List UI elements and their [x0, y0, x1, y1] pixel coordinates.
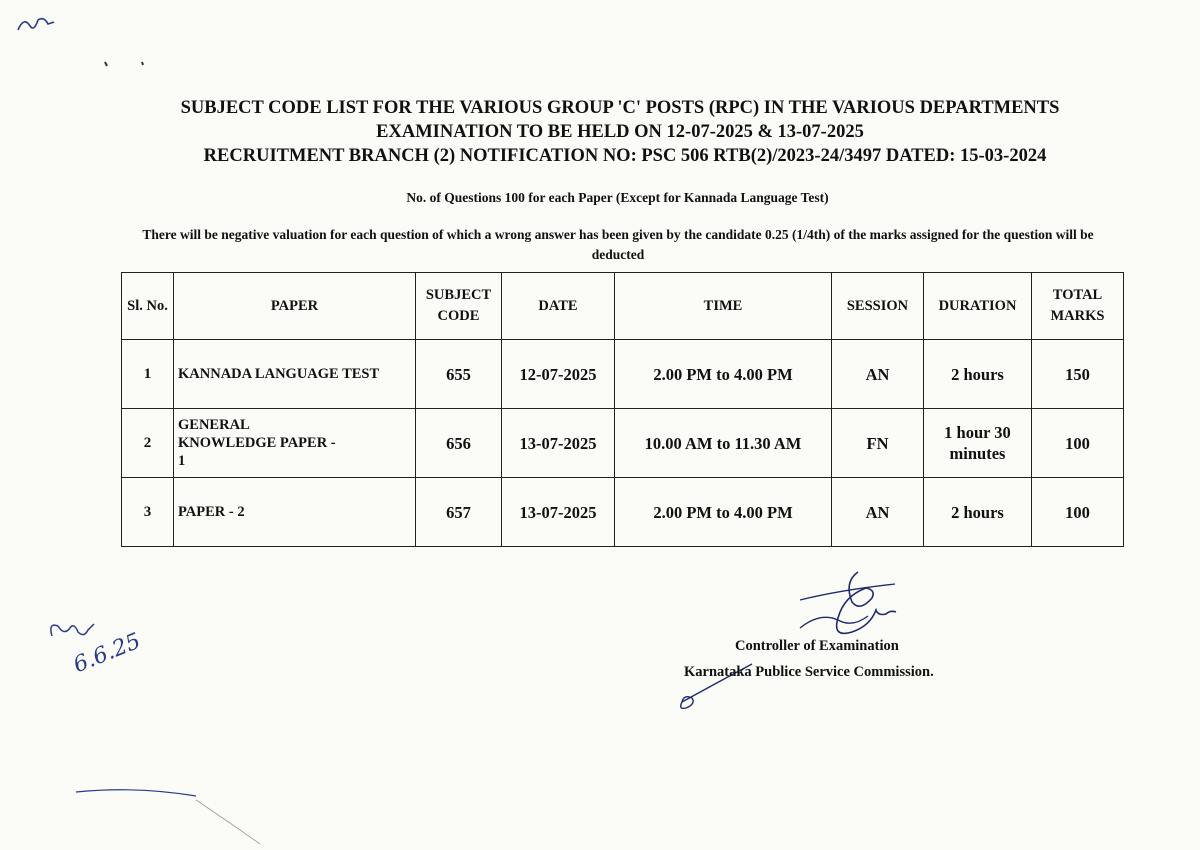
cell-duration: 2 hours [924, 478, 1032, 547]
cell-time: 2.00 PM to 4.00 PM [615, 478, 832, 547]
cell-session: AN [832, 478, 924, 547]
cell-code: 657 [416, 478, 502, 547]
cell-paper: PAPER - 2 [174, 478, 416, 547]
header-session: SESSION [832, 273, 924, 340]
cell-paper: GENERAL KNOWLEDGE PAPER - 1 [174, 409, 416, 478]
header-total-marks: TOTAL MARKS [1032, 273, 1124, 340]
cell-time: 2.00 PM to 4.00 PM [615, 340, 832, 409]
signatory-title: Controller of Examination [735, 638, 899, 654]
cell-time: 10.00 AM to 11.30 AM [615, 409, 832, 478]
cell-sl: 1 [122, 340, 174, 409]
signatory-organization: Karnataka Publice Service Commission. [684, 664, 934, 680]
cell-paper: KANNADA LANGUAGE TEST [174, 340, 416, 409]
cell-session: FN [832, 409, 924, 478]
header-line-1: SUBJECT CODE LIST FOR THE VARIOUS GROUP 'C' POSTS (RPC) IN THE VARIOUS DEPARTMENTS [180, 98, 1060, 118]
exam-schedule-table [121, 272, 1124, 547]
handwritten-date-note: 6.6.25 [70, 628, 145, 679]
header-paper: PAPER [174, 273, 416, 340]
cell-date: 13-07-2025 [502, 409, 615, 478]
cell-marks: 100 [1032, 409, 1124, 478]
header-date: DATE [502, 273, 615, 340]
cell-code: 656 [416, 409, 502, 478]
negative-valuation-note: There will be negative valuation for each question of which a wrong answer has been given by the candidate 0.25 (1/4th) of the marks assigned for the question will be deducted [142, 227, 1094, 262]
table-header-row [122, 273, 1124, 340]
header-subject-code: SUBJECT CODE [416, 273, 502, 340]
cell-sl: 2 [122, 409, 174, 478]
cell-marks: 150 [1032, 340, 1124, 409]
cell-duration: 2 hours [924, 340, 1032, 409]
cell-sl: 3 [122, 478, 174, 547]
cell-date: 12-07-2025 [502, 340, 615, 409]
cell-marks: 100 [1032, 478, 1124, 547]
questions-note: No. of Questions 100 for each Paper (Except for Kannada Language Test) [406, 190, 829, 205]
cell-duration: 1 hour 30 minutes [924, 409, 1032, 478]
cell-session: AN [832, 340, 924, 409]
table-row [122, 340, 1124, 409]
header-sl: Sl. No. [122, 273, 174, 340]
cell-code: 655 [416, 340, 502, 409]
header-time: TIME [615, 273, 832, 340]
cell-date: 13-07-2025 [502, 478, 615, 547]
header-duration: DURATION [924, 273, 1032, 340]
table-row [122, 478, 1124, 547]
header-line-2: EXAMINATION TO BE HELD ON 12-07-2025 & 13-07-2025 [376, 122, 864, 142]
header-line-3: RECRUITMENT BRANCH (2) NOTIFICATION NO: PSC 506 RTB(2)/2023-24/3497 DATED: 15-03-2024 [203, 146, 1047, 166]
table-row [122, 409, 1124, 478]
